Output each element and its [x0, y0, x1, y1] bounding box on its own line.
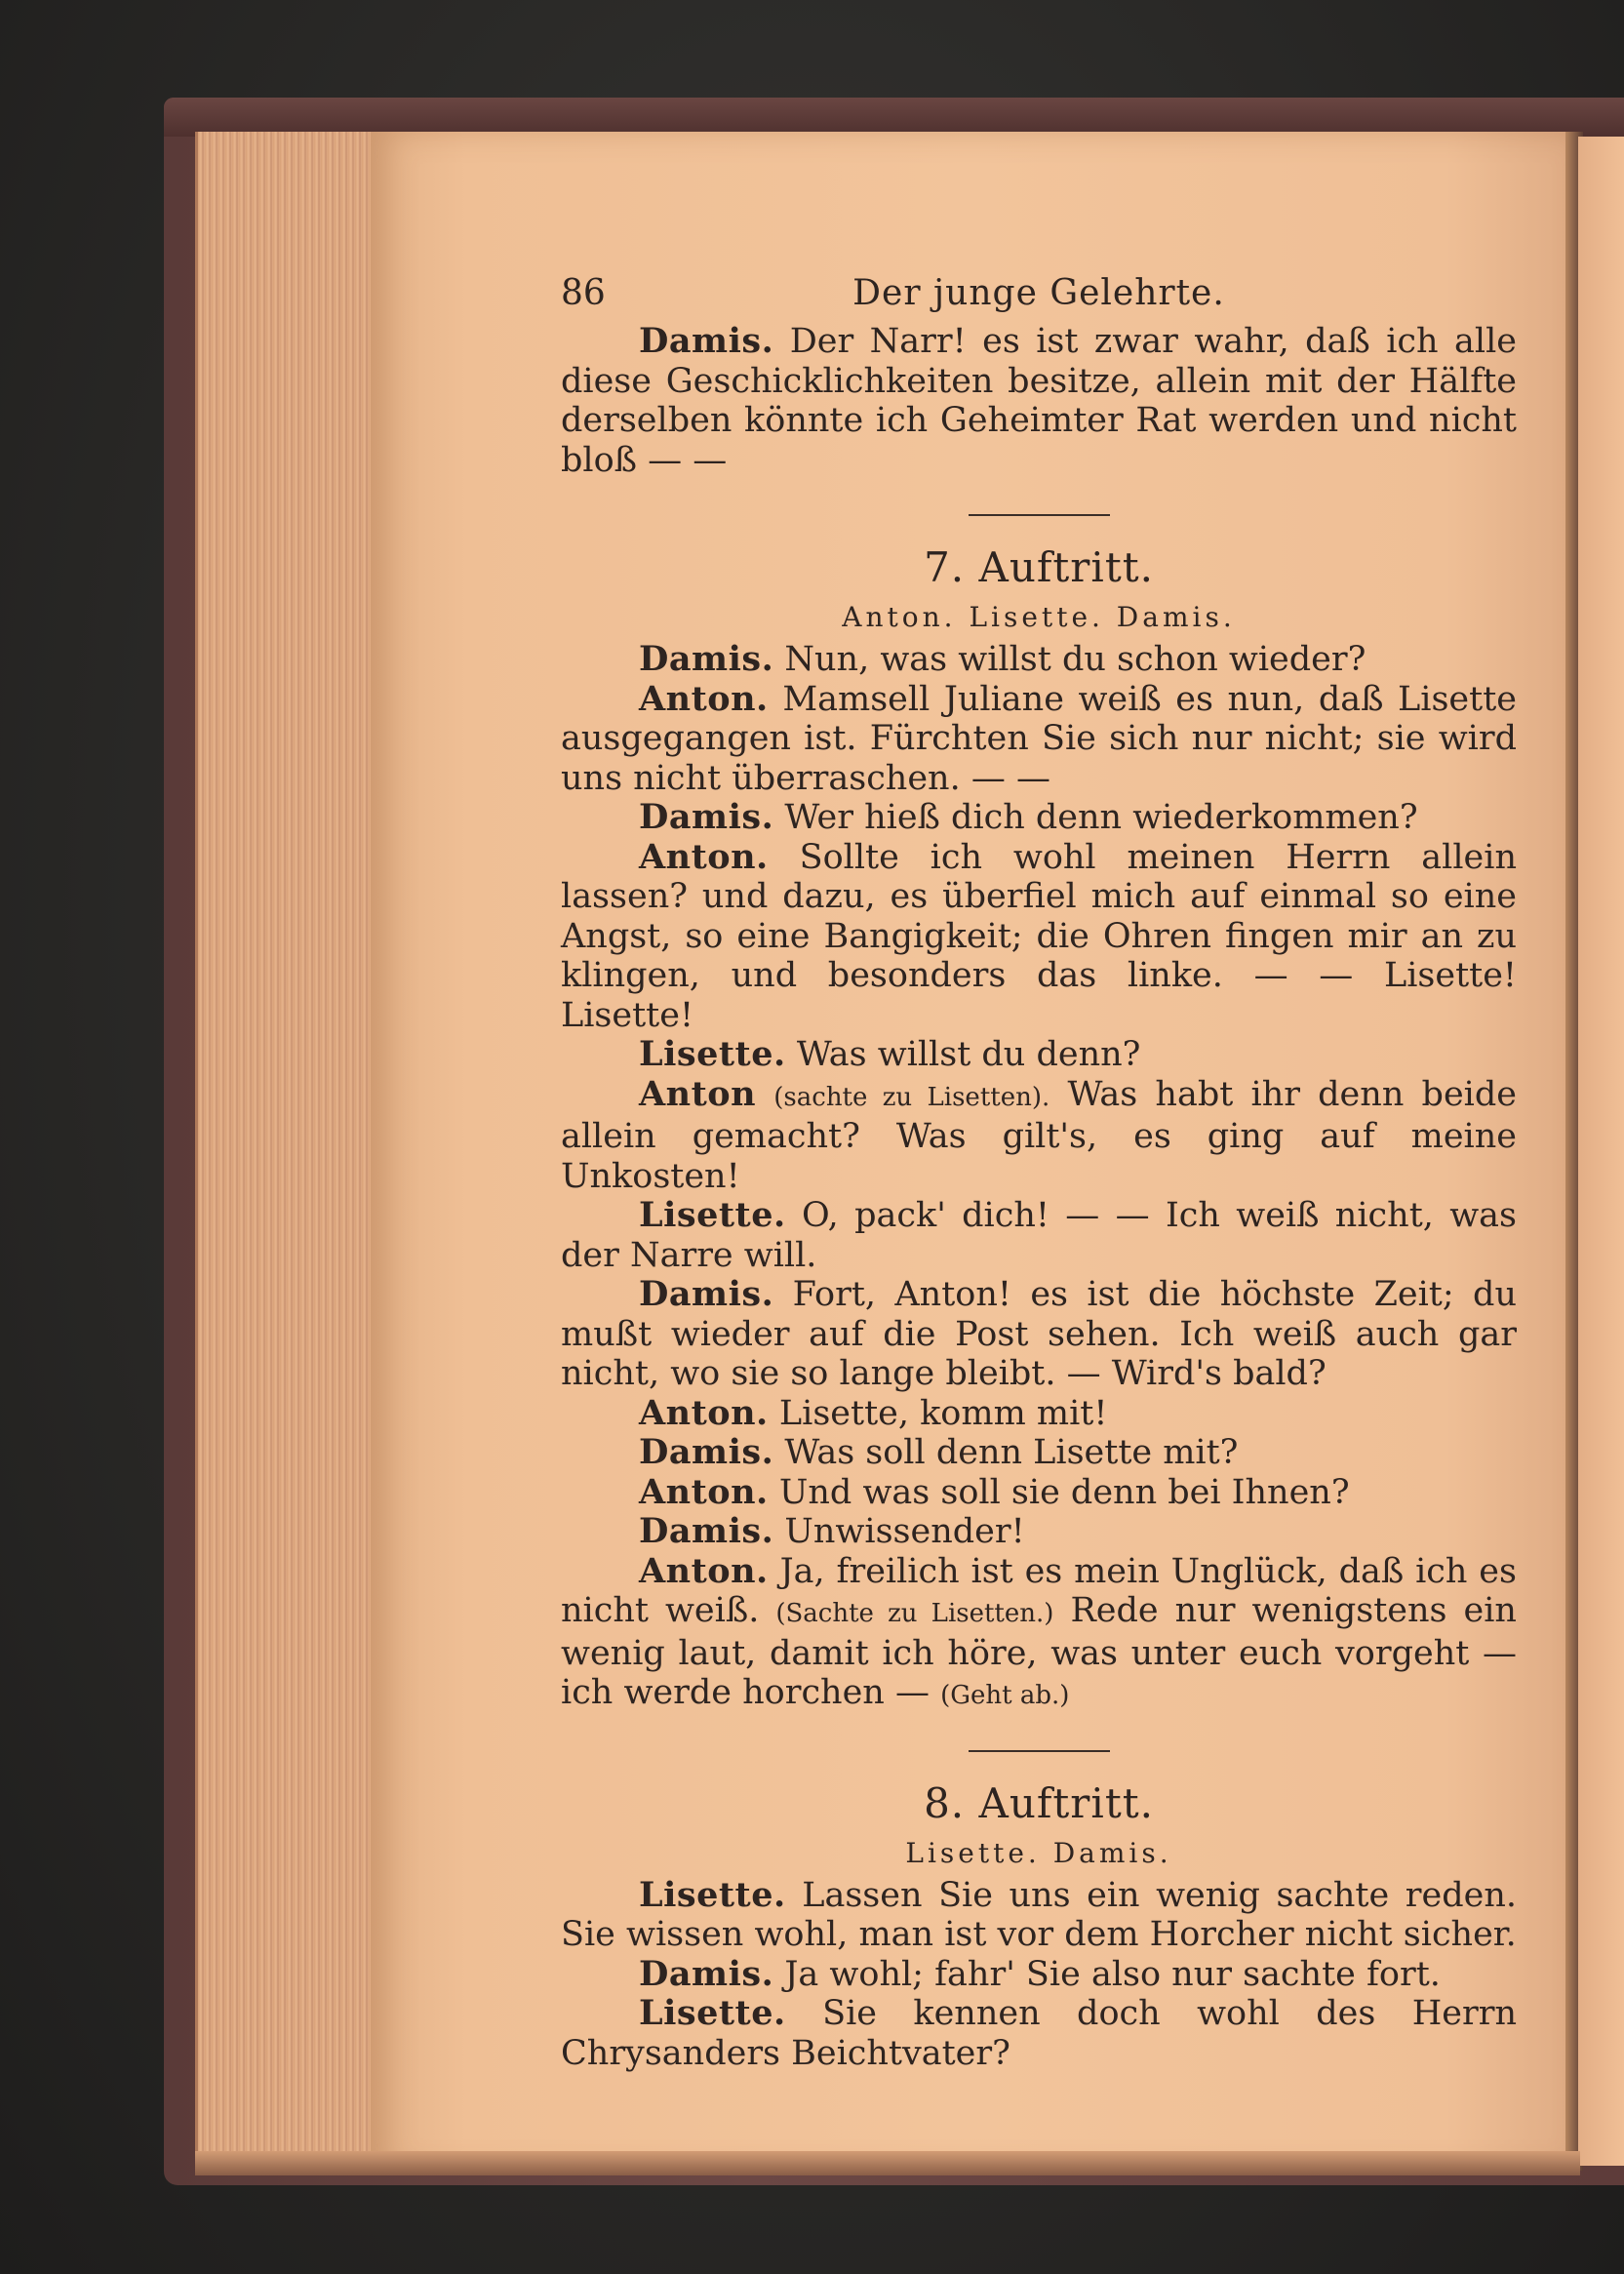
speech-line — [561, 1955, 1517, 1995]
book-cover-top-edge — [164, 98, 1624, 137]
speaker-name: Anton. — [639, 1550, 769, 1591]
page-number: 86 — [561, 273, 606, 313]
speech-line — [561, 1075, 1517, 1197]
speech-line — [561, 640, 1517, 680]
speaker-name: Damis. — [639, 1432, 774, 1472]
stage-direction: (sachte zu Lisetten). — [773, 1082, 1050, 1112]
speaker-name: Anton. — [639, 1471, 769, 1512]
book-bottom-edge — [195, 2151, 1580, 2175]
speaker-name: Anton. — [639, 836, 769, 877]
speech-text: Lisette, komm mit! — [778, 1393, 1108, 1433]
speech-line — [561, 838, 1517, 1036]
speech-text: Was habt ihr denn beide allein gemacht? Was gilt's, es ging auf meine Unkosten! — [561, 1074, 1517, 1196]
speech-text: Nun, was willst du schon wieder? — [784, 640, 1367, 679]
speech-text: Rede nur wenigstens ein wenig laut, damit ich höre, was unter euch vorgeht — ich werde horchen — — [561, 1591, 1517, 1712]
speech-line — [561, 1552, 1517, 1716]
speech-text: Ja wohl; fahr' Sie also nur sachte fort. — [784, 1954, 1441, 1994]
speech-line — [561, 1035, 1517, 1075]
stage-direction: (Sachte zu Lisetten.) — [775, 1599, 1054, 1628]
speech-text: Mamsell Juliane weiß es nun, daß Lisette ausgegangen ist. Fürchten Sie sich nur nicht; sie wird uns nicht überraschen. — — — [561, 679, 1517, 798]
speech-text: O, pack' dich! — — Ich weiß nicht, was der Narre will. — [561, 1196, 1517, 1275]
speech-text: Was willst du denn? — [796, 1035, 1141, 1074]
scene-8-cast: Lisette. Damis. — [905, 1836, 1172, 1869]
speech-text: Fort, Anton! es ist die höchste Zeit; du mußt wieder auf die Post sehen. Ich weiß auch gar nicht, wo sie so lange bleibt. — Wird's bald? — [561, 1275, 1517, 1393]
scene-8-heading: 8. Auftritt. — [924, 1778, 1154, 1827]
speech-line — [561, 1473, 1517, 1513]
speech-line — [561, 1196, 1517, 1275]
speaker-name: Lisette. — [639, 1993, 786, 2033]
speech-text: Was soll denn Lisette mit? — [784, 1433, 1239, 1472]
speech-line — [561, 1275, 1517, 1394]
speaker-name: Damis. — [639, 321, 774, 361]
page-text — [561, 273, 1517, 2073]
speech-text: Der Narr! es ist zwar wahr, daß ich alle diese Geschicklichkeiten besitze, allein mit der Hälfte derselben könnte ich Geheimter Rat werden und nicht bloß — — — [561, 322, 1517, 480]
speech-line — [561, 1394, 1517, 1434]
facing-page-edge — [1578, 137, 1624, 2166]
page-edges — [195, 132, 393, 2151]
speech-text: Sie kennen doch wohl des Herrn Chrysanders Beichtvater? — [561, 1994, 1517, 2073]
speech-text: Lassen Sie uns ein wenig sachte reden. Sie wissen wohl, man ist vor dem Horcher nicht sicher. — [561, 1875, 1517, 1954]
speech-line — [561, 1876, 1517, 1955]
speaker-name: Damis. — [639, 1953, 774, 1994]
speaker-name: Lisette. — [639, 1034, 786, 1074]
speech-line — [561, 1994, 1517, 2073]
scene-divider — [969, 1750, 1110, 1752]
speaker-name: Anton — [639, 1073, 757, 1114]
scene-divider — [969, 514, 1110, 516]
speaker-name: Damis. — [639, 1274, 774, 1314]
speaker-name: Anton. — [639, 678, 769, 719]
speaker-name: Damis. — [639, 1511, 774, 1551]
speech-line — [561, 1433, 1517, 1473]
speech-damis-1 — [561, 322, 1517, 480]
speech-line — [561, 798, 1517, 838]
scene-7-heading: 7. Auftritt. — [924, 543, 1154, 591]
stage-direction: (Geht ab.) — [940, 1681, 1070, 1710]
speaker-name: Lisette. — [639, 1874, 786, 1915]
speech-text: Wer hieß dich denn wiederkommen? — [784, 798, 1418, 837]
speech-line — [561, 680, 1517, 799]
running-head: Der junge Gelehrte. — [852, 273, 1225, 313]
speech-text: Unwissender! — [784, 1512, 1025, 1551]
speech-text: Und was soll sie denn bei Ihnen? — [778, 1472, 1350, 1512]
speaker-name: Lisette. — [639, 1195, 786, 1235]
speech-line — [561, 1512, 1517, 1552]
speaker-name: Anton. — [639, 1392, 769, 1433]
speech-text: Sollte ich wohl meinen Herrn allein lassen? und dazu, es überfiel mich auf einmal so eine Angst, so eine Bangigkeit; die Ohren fingen mir an zu klingen, und besonders das linke. — — Lisette! Lisette! — [561, 837, 1517, 1035]
scene-7-cast: Anton. Lisette. Damis. — [842, 601, 1236, 633]
speaker-name: Damis. — [639, 797, 774, 837]
speaker-name: Damis. — [639, 639, 774, 679]
page-header — [561, 273, 1517, 322]
speech-text: Ja, freilich ist es mein Unglück, daß ich es nicht weiß. — [561, 1551, 1517, 1630]
